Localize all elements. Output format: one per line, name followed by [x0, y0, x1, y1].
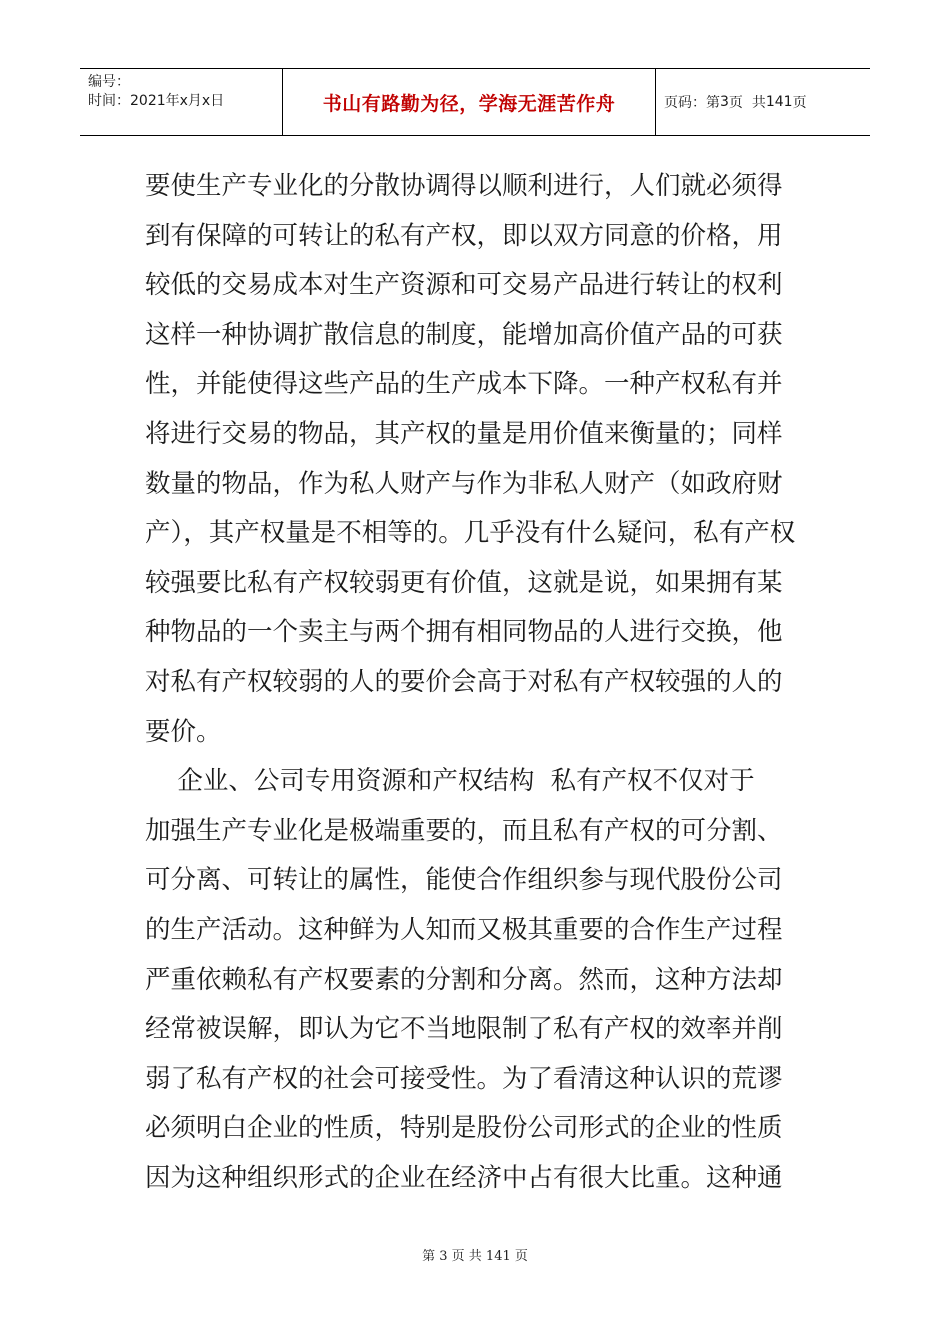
body-line: 较强要比私有产权较弱更有价值，这就是说，如果拥有某	[145, 567, 783, 598]
body-line: 数量的物品，作为私人财产与作为非私人财产（如政府财	[145, 468, 783, 499]
page-current: 3	[720, 94, 729, 110]
page-footer	[0, 1245, 950, 1264]
body-line: 可分离、可转让的属性，能使合作组织参与现代股份公司	[145, 865, 783, 896]
body-line: 必须明白企业的性质，特别是股份公司形式的企业的性质	[145, 1113, 783, 1144]
body-line: 对私有产权较弱的人的要价会高于对私有产权较强的人的	[145, 666, 783, 697]
document-number-label: 编号：	[88, 74, 130, 90]
header-motto: 书山有路勤为径，学海无涯苦作舟	[283, 69, 656, 135]
body-line: 弱了私有产权的社会可接受性。为了看清这种认识的荒谬	[145, 1063, 783, 1094]
document-time-label: 时间：2021年x月x日	[88, 93, 225, 109]
body-line: 加强生产专业化是极端重要的，而且私有产权的可分割、	[145, 815, 783, 846]
body-line: 要使生产专业化的分散协调得以顺利进行，人们就必须得	[145, 171, 783, 201]
page-mid: 页 共	[728, 95, 766, 111]
body-line: 到有保障的可转让的私有产权，即以双方同意的价格，用	[145, 220, 783, 251]
page-suffix: 页	[792, 95, 807, 111]
header-meta	[80, 69, 283, 135]
body-line: 较低的交易成本对生产资源和可交易产品进行转让的权利	[145, 270, 783, 301]
body-line: 产），其产权量是不相等的。几乎没有什么疑问，私有产权	[145, 518, 796, 549]
body-line: 这样一种协调扩散信息的制度，能增加高价值产品的可获	[145, 319, 783, 350]
body-line: 经常被误解，即认为它不当地限制了私有产权的效率并削	[145, 1014, 783, 1045]
body-line: 因为这种组织形式的企业在经济中占有很大比重。这种通	[145, 1162, 783, 1193]
body-line: 要价。	[145, 716, 222, 747]
page-total: 141	[765, 94, 793, 110]
body-line: 企业、公司专用资源和产权结构 私有产权不仅对于	[145, 766, 755, 797]
header-page-info	[656, 69, 870, 135]
page-prefix: 页码：第	[664, 95, 720, 111]
body-line: 种物品的一个卖主与两个拥有相同物品的人进行交换，他	[145, 617, 783, 648]
body-line: 的生产活动。这种鲜为人知而又极其重要的合作生产过程	[145, 914, 783, 945]
body-line: 将进行交易的物品，其产权的量是用价值来衡量的；同样	[145, 418, 783, 449]
document-body	[145, 162, 815, 1203]
body-line: 性，并能使得这些产品的生产成本下降。一种产权私有并	[145, 369, 783, 400]
footer-page-number: 第 3 页 共 141 页	[422, 1249, 528, 1264]
body-line: 严重依赖私有产权要素的分割和分离。然而，这种方法却	[145, 964, 783, 995]
page-header	[80, 68, 870, 136]
